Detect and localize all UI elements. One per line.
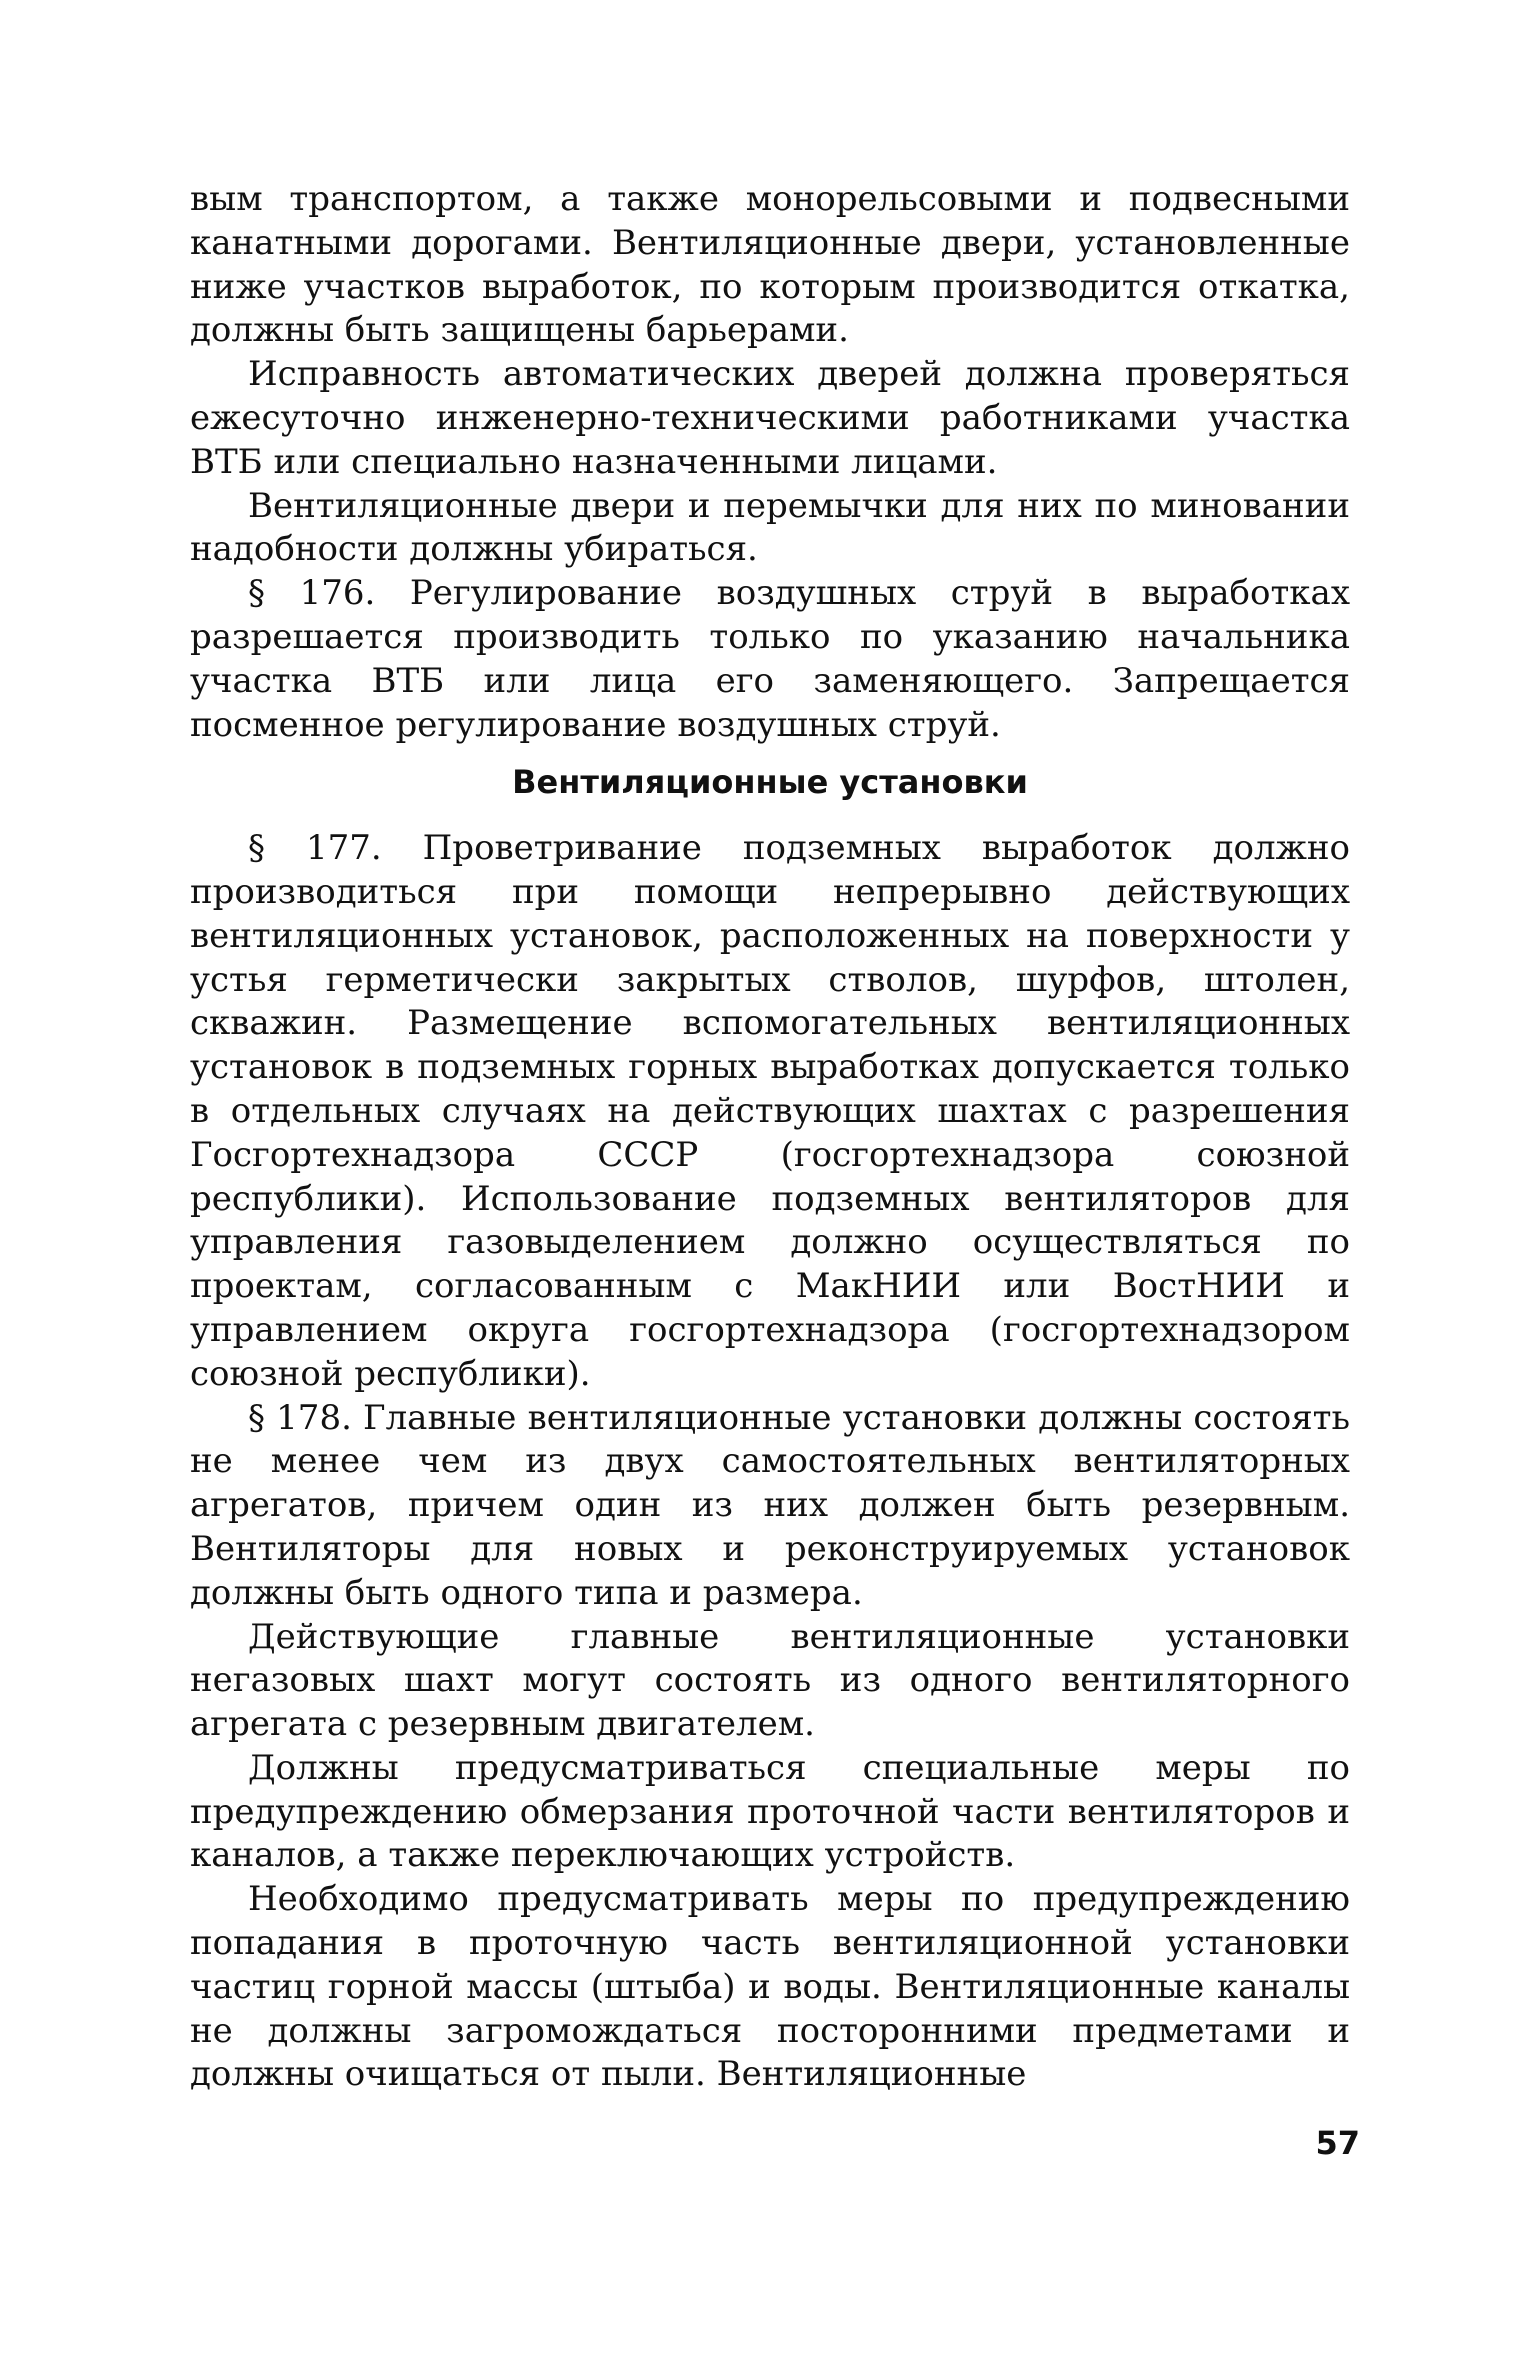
paragraph-continuation: вым транспортом, а также монорельсовыми и подвесными канатными дорогами. Вентиляционные двери, установленные ниже участков выработок, по которым производится откатка, должны быть защищены барьерами.	[190, 179, 1350, 351]
paragraph-freezing-measures: Должны предусматриваться специальные меры по предупреждению обмерзания проточной части вентиляторов и каналов, а также переключающих устройств.	[190, 1747, 1350, 1876]
paragraph-section-176: § 176. Регулирование воздушных струй в выработках разрешается производить только по указанию начальника участка ВТБ или лица его заменяющего. Запрещается посменное регулирование воздушных струй.	[190, 573, 1350, 745]
page-number: 57	[1315, 2124, 1360, 2162]
paragraph-door-removal: Вентиляционные двери и перемычки для них по миновании надобности должны убираться.	[190, 485, 1350, 570]
paragraph-dust-measures: Необходимо предусматривать меры по предупреждению попадания в проточную часть вентиляционной установки частиц горной массы (штыба) и воды. Вентиляционные каналы не должны загромождаться посторонними предметами и должны очищаться от пыли. Вентиляционные	[190, 1879, 1350, 2095]
paragraph-door-check: Исправность автоматических дверей должна проверяться ежесуточно инженерно-техническими работниками участка ВТБ или специально назначенными лицами.	[190, 354, 1350, 482]
paragraph-nongas-mines: Действующие главные вентиляционные установки негазовых шахт могут состоять из одного вентиляторного агрегата с резервным двигателем.	[190, 1616, 1350, 1745]
section-heading: Вентиляционные установки	[512, 763, 1028, 802]
paragraph-section-178: § 178. Главные вентиляционные установки должны состоять не менее чем из двух самостоятельных вентиляторных агрегатов, причем один из них должен быть резервным. Вентиляторы для новых и реконструируемых установок должны быть одного типа и размера.	[190, 1397, 1350, 1613]
page-body-text	[190, 178, 1350, 2097]
paragraph-section-177: § 177. Проветривание подземных выработок должно производиться при помощи непрерывно действующих вентиляционных установок, расположенных на поверхности у устья герметически закрытых стволов, шурфов, штолен, скважин. Размещение вспомогательных вентиляционных установок в подземных горных выработках допускается только в отдельных случаях на действующих шахтах с разрешения Госгортехнадзора СССР (госгортехнадзора союзной республики). Использование подземных вентиляторов для управления газовыделением должно осуществляться по проектам, согласованным с МакНИИ или ВостНИИ и управлением округа госгортехнадзора (госгортехнадзором союзной республики).	[190, 828, 1350, 1394]
